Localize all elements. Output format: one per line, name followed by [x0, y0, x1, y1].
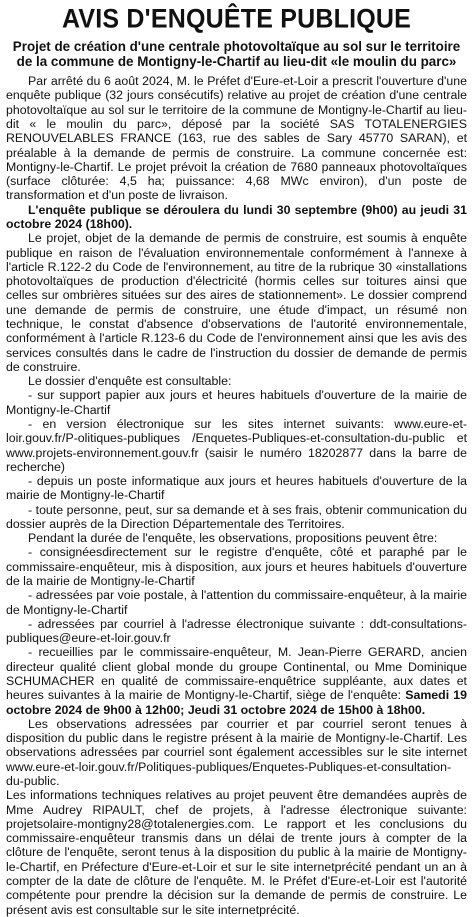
paragraph-informations: Les informations techniques relatives au projet peuvent être demandées auprès de Mme Audrey RIPAULT, chef de projets, à l'adresse électronique suivante: projetsolaire-montigny28@totalenergies.com. Le rapport et les conclusions du commissaire-enquêteur transmis dans un délai de trente jours à compter de la clôture de l'enquête, seront tenus à la disposition du public à la mairie de Montigny-le-Chartif, en Préfecture d'Eure-et-Loir et sur le site internetprécité pendant un an à compter de la date de clôture de l'enquête. M. le Préfet d'Eure-et-Loir est l'autorité compétente pour prendre la décision sur la demande de permis de construire. Le présent avis est consultable sur le site internetprécité. — [6, 788, 467, 917]
notice-body — [6, 74, 467, 917]
item-papier: - sur support papier aux jours et heures habituels d'ouverture de la mairie de Montigny-le-Chartif — [6, 388, 467, 417]
item-courriel: - adressées par courriel à l'adresse électronique suivante : ddt-consultations-publiques@eure-et-loir.gouv.fr — [6, 616, 467, 646]
item-poste-informatique: - depuis un poste informatique aux jours et heures habituels d'ouverture de la mairie de Montigny-le-Chartif — [6, 474, 467, 503]
permanences-dates: Samedi 19 octobre 2024 de 9h00 à 12h00; Jeudi 31 octobre 2024 de 15h00 à 18h00. — [6, 688, 468, 717]
item-electronique: - en version électronique sur les sites internet suivants: www.eure-et-loir.gouv.fr/P-olitiques-publiques /Enquetes-Publiques-et-consultation-du-public et www.projets-environnement.gouv.fr (saisir le numéro 18202877 dans la barre de recherche) — [6, 416, 467, 474]
notice-subtitle: Projet de création d'une centrale photovoltaïque au sol sur le territoire de la commune de Montigny-le-Chartif au lieu-dit «le moulin du parc» — [12, 39, 461, 69]
item-recueillies — [6, 645, 467, 716]
recueillies-text: - recueillies par le commissaire-enquêteur, M. Jean-Pierre GERARD, ancien directeur qualité client global monde du groupe Continental, ou Mme Dominique SCHUMACHER en qualité de commissaire-enquêtrice suppléante, aux dates et heures suivantes à la mairie de Montigny-le-Chartif, siège de l'enquête: — [6, 645, 467, 703]
paragraph-observations: Les observations adressées par courrier et par courriel seront tenues à disposition du public dans le registre présent à la mairie de Montigny-le-Chartif. Les observations adressées par courriel sont également accessibles sur le site internet www.eure-et-loir.gouv.fr/Politiques-publiques/Enquetes-Publiques-et-consultation-du-public. — [6, 716, 467, 788]
item-frais: - toute personne, peut, sur sa demande et à ses frais, obtenir communication du dossier auprès de la Direction Départementale des Territoires. — [6, 502, 467, 531]
item-voie-postale: - adressées par voie postale, à l'attention du commissaire-enquêteur, à la mairie de Montigny-le-Chartif — [6, 588, 467, 617]
paragraph-consultable: Le dossier d'enquête est consultable: — [28, 374, 232, 389]
item-registre: - consignéesdirectement sur le registre d'enquête, côté et paraphé par le commissaire-enquêteur, mis à disposition, aux jours et heures habituels d'ouverture de la mairie de Montigny-le-Chartif — [6, 545, 467, 589]
paragraph-dates — [6, 203, 467, 232]
paragraph-projet: Le projet, objet de la demande de permis de construire, est soumis à enquête publique en raison de l'évaluation environnementale conformément à l'annexe à l'article R.122-2 du Code de l'environnement, au titre de la rubrique 30 «installations photovoltaïques de production d'électricité (hormis celles sur toitures ainsi que celles sur ombrières situées sur des aires de stationnement». Le dossier comprend une demande de permis de construire, une étude d'impact, un résumé non technique, le constat d'absence d'observations de l'autorité environnementale, conformément à l'article R.123-6 du Code de l'environnement ainsi que les avis des services consultés dans le cadre de l'instruction du dossier de demande de permis de construire. — [6, 231, 467, 374]
enquete-dates: L'enquête publique se déroulera du lundi 30 septembre (9h00) au jeudi 31 octobre 2024 (18h00). — [6, 202, 467, 231]
paragraph-arrete: Par arrêté du 6 août 2024, M. le Préfet d'Eure-et-Loir a prescrit l'ouverture d'une enquête publique (32 jours consécutifs) relative au projet de création d'une centrale photovoltaïque au sol sur le territoire de la commune de Montigny-le-Chartif au lieu-dit « le moulin du parc», déposé par la société SAS TOTALENERGIES RENOUVELABLES FRANCE (163, rue des sables de Sary 45770 SARAN), et préalable à la demande de permis de construire. La commune concernée est: Montigny-le-Chartif. Le projet prévoit la création de 7680 panneaux photovoltaïques (surface clôturée: 4,5 ha; puissance: 4,68 MWc environ), d'un poste de transformation et d'un poste de livraison. — [6, 74, 467, 203]
notice-title: AVIS D'ENQUÊTE PUBLIQUE — [61, 3, 411, 35]
paragraph-pendant: Pendant la durée de l'enquête, les observations, propositions peuvent être: — [28, 531, 438, 546]
